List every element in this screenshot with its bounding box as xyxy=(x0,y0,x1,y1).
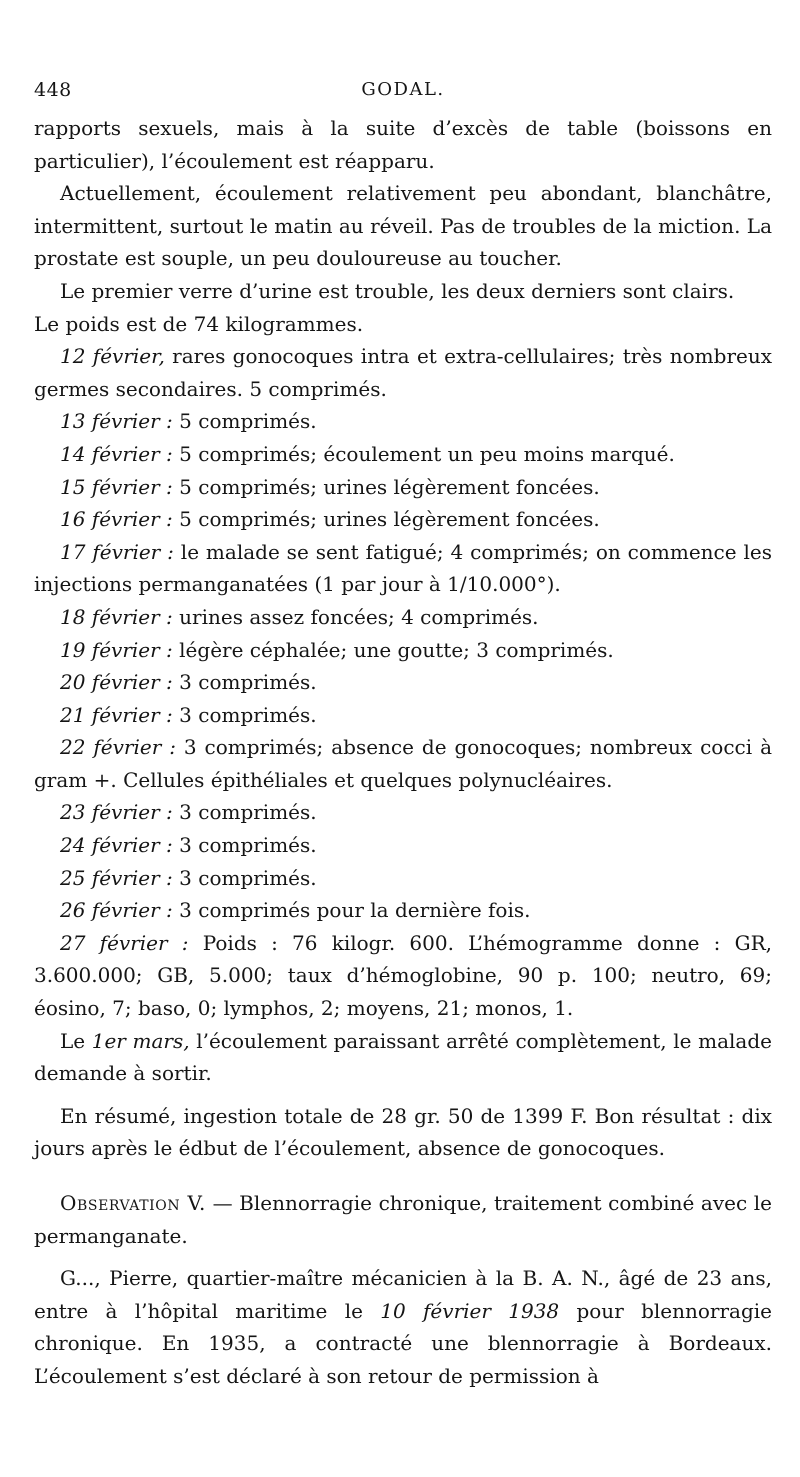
daily-entry xyxy=(34,829,772,862)
running-head: GODAL. xyxy=(361,79,445,100)
clinical-paragraph: Actuellement, écoulement relativement peu abondant, blanchâtre, intermittent, surtout le matin au réveil. Pas de troubles de la miction. La prostate est souple, un peu douloureuse au toucher. xyxy=(34,181,772,271)
entry-text: 3 comprimés. xyxy=(172,702,317,727)
entry-date: 27 février : xyxy=(60,930,189,955)
daily-entry xyxy=(34,927,772,1025)
entry-text: 3 comprimés. xyxy=(172,800,317,825)
daily-entry xyxy=(34,340,772,405)
entry-text: 5 comprimés. xyxy=(172,409,317,434)
entry-text: 3 comprimés. xyxy=(172,865,317,890)
entry-text: 5 comprimés; urines légèrement foncées. xyxy=(172,474,600,499)
daily-entry xyxy=(34,601,772,634)
daily-entry xyxy=(34,503,772,536)
daily-entry xyxy=(34,731,772,796)
entry-text: Poids : 76 kilogr. 600. L’hémogramme donne : GR, 3.600.000; GB, 5.000; taux d’hémoglobine, 90 p. 100; neutro, 69; éosino, 7; baso, 0; lymphos, 2; moyens, 21; monos, 1. xyxy=(34,930,772,1021)
entry-date: 14 février : xyxy=(60,441,173,466)
summary-paragraph: En résumé, ingestion totale de 28 gr. 50 de 1399 F. Bon résultat : dix jours après le édbut de l’écoulement, absence de gonocoques. xyxy=(34,1103,772,1161)
entry-date: 25 février : xyxy=(60,865,173,890)
continued-paragraph: rapports sexuels, mais à la suite d’excès de table (boissons en particulier), l’écoulement est réapparu. xyxy=(34,116,772,173)
entry-text: 5 comprimés; urines légèrement foncées. xyxy=(172,507,600,532)
entry-date: 24 février : xyxy=(60,833,173,858)
daily-entry xyxy=(34,471,772,504)
entry-text: 3 comprimés; absence de gonocoques; nombreux cocci à gram +. Cellules épithéliales et quelques polynucléaires. xyxy=(34,735,772,792)
entry-date: 12 février, xyxy=(60,344,165,369)
entry-date: 18 février : xyxy=(60,604,173,629)
daily-entry xyxy=(34,894,772,927)
case-paragraph xyxy=(34,1262,772,1392)
entry-text: 5 comprimés; écoulement un peu moins marqué. xyxy=(172,441,675,466)
entry-text: urines assez foncées; 4 comprimés. xyxy=(172,604,539,629)
document-page xyxy=(34,74,772,1393)
entry-date: 20 février : xyxy=(60,670,173,695)
page-header xyxy=(34,74,772,108)
spacer xyxy=(34,1165,772,1187)
entry-prefix: Le xyxy=(60,1028,92,1053)
spacer xyxy=(34,1252,772,1262)
daily-entry xyxy=(34,536,772,601)
daily-entry xyxy=(34,405,772,438)
daily-entry xyxy=(34,634,772,667)
page-number: 448 xyxy=(34,79,72,101)
daily-entry xyxy=(34,862,772,895)
entry-date: 1er mars, xyxy=(91,1028,190,1053)
entry-text: 3 comprimés. xyxy=(172,833,317,858)
daily-entry xyxy=(34,438,772,471)
entry-date: 26 février : xyxy=(60,898,173,923)
spacer xyxy=(34,1090,772,1100)
entry-text: 3 comprimés pour la dernière fois. xyxy=(172,898,531,923)
entry-date: 16 février : xyxy=(60,507,173,532)
case-text-start: G..., Pierre, quartier-maître mécanicien à la B. A. N., âgé de 23 ans, entre à l’hôpital maritime le xyxy=(34,1266,772,1323)
observation-label: Observation V. xyxy=(60,1191,206,1215)
observation-heading xyxy=(34,1187,772,1252)
daily-entry xyxy=(34,796,772,829)
entry-date: 19 février : xyxy=(60,637,173,662)
discharge-entry xyxy=(34,1025,772,1090)
entry-date: 23 février : xyxy=(60,800,173,825)
case-text-end: pour blennorragie chronique. En 1935, a contracté une blennorragie à Bordeaux. L’écoulement s’est déclaré à son retour de permission à xyxy=(34,1298,772,1388)
entry-text: l’écoulement paraissant arrêté complètement, le malade demande à sortir. xyxy=(34,1028,772,1086)
entry-date: 22 février : xyxy=(60,735,176,760)
urine-paragraph: Le premier verre d’urine est trouble, les deux derniers sont clairs. xyxy=(60,278,735,303)
entry-date: 17 février : xyxy=(60,539,174,564)
daily-entry xyxy=(34,666,772,699)
entry-text: le malade se sent fatigué; 4 comprimés; on commence les injections permanganatées (1 par jour à 1/10.000°). xyxy=(34,539,772,597)
entry-date: 15 février : xyxy=(60,474,173,499)
entry-date: 21 février : xyxy=(60,702,173,727)
observation-title: — Blennorragie chronique, traitement combiné avec le permanganate. xyxy=(34,1191,772,1248)
weight-paragraph: Le poids est de 74 kilogrammes. xyxy=(34,311,364,336)
daily-entry xyxy=(34,699,772,732)
entry-text: légère céphalée; une goutte; 3 comprimés. xyxy=(172,637,614,662)
entry-date: 13 février : xyxy=(60,409,173,434)
entry-text: 3 comprimés. xyxy=(172,670,317,695)
entry-text: rares gonocoques intra et extra-cellulaires; très nombreux germes secondaires. 5 comprimés. xyxy=(34,344,772,401)
admission-date: 10 février 1938 xyxy=(380,1298,560,1323)
